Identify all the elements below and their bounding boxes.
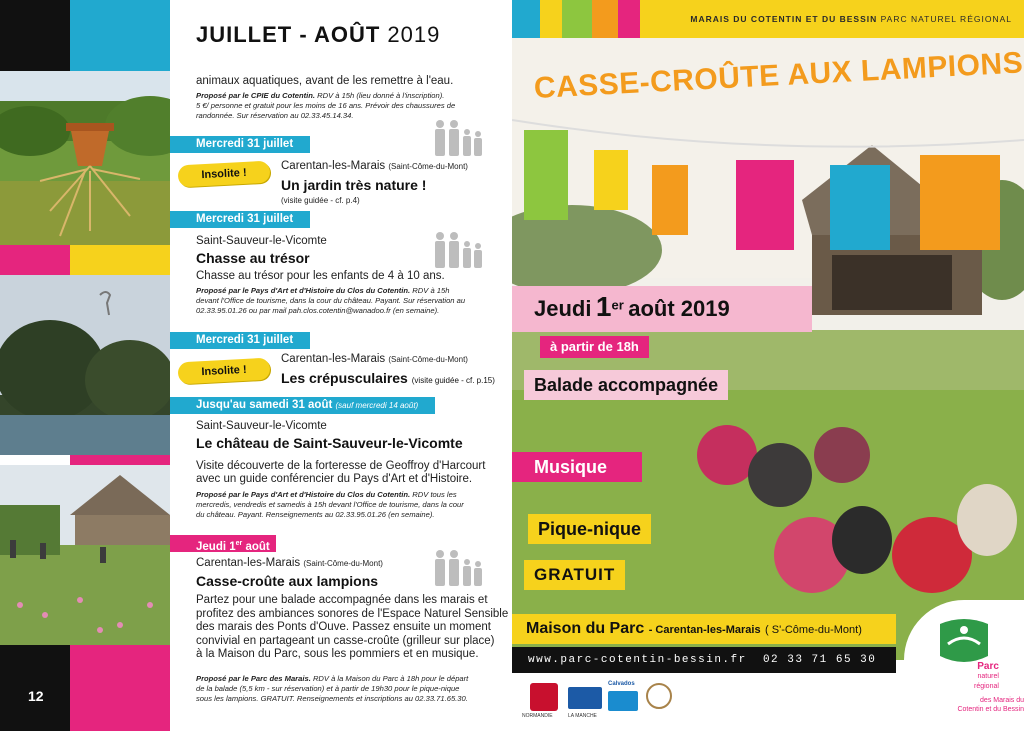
insolite-badge: Insolite ! — [177, 358, 270, 385]
event-place: Carentan-les-Marais (Saint-Côme-du-Mont) — [281, 160, 468, 172]
footer-logos — [512, 673, 896, 731]
insolite-badge: Insolite ! — [177, 161, 270, 188]
cpie-logo — [646, 683, 672, 709]
event-date: Jeudi 1er août — [170, 535, 276, 552]
manche-logo-text: LA MANCHE — [568, 713, 597, 719]
event-title-note: (visite guidée - cf. p.4) — [281, 196, 360, 205]
event-date: Mercredi 31 juillet — [170, 211, 310, 228]
calvados-logo-text: Calvados — [608, 681, 635, 687]
parc-bird-logo — [936, 614, 992, 666]
top-pink-bar — [618, 0, 640, 38]
top-orange-bar — [592, 0, 618, 38]
event-note: Proposé par le Parc des Marais. RDV à la Maison du Parc à 18h pour le départ de la balade (5,5 km - sur réservation) et à partir de 19h30 pour le pique-nique sous les lampions. GRATUIT. Renseignements et inscriptions au 02.33.71.65.30. — [196, 674, 469, 703]
event-title: Chasse au trésor — [196, 250, 310, 266]
page-title: JUILLET - AOÛT 2019 — [196, 22, 441, 47]
venue-bar: Maison du Parc - Carentan-les-Marais ( S'-Côme-du-Mont) — [512, 614, 896, 644]
park-header: MARAIS DU COTENTIN ET DU BESSIN PARC NATUREL RÉGIONAL — [640, 0, 1024, 38]
event-date: Mercredi 31 juillet — [170, 136, 310, 153]
top-green-bar — [562, 0, 592, 38]
event-place: Saint-Sauveur-le-Vicomte — [196, 235, 327, 247]
event-title: Les crépusculaires (visite guidée - cf. p.15) — [281, 370, 495, 386]
top-blue-bar — [512, 0, 540, 38]
event-title: Un jardin très nature ! — [281, 177, 427, 193]
date-box: Jeudi 1er août 2019 — [512, 286, 812, 332]
continued-note: Proposé par le CPIE du Cotentin. RDV à 15h (lieu donné à l'inscription). 5 €/ personne et gratuit pour les moins de 16 ans. Prévoir des chaussures de randonnée. Sur réservation au 02.33.45.14.34. — [196, 91, 456, 120]
right-page-poster — [512, 0, 1024, 731]
photo-garden — [0, 71, 170, 245]
event-title: Casse-croûte aux lampions — [196, 573, 379, 589]
event-place: Carentan-les-Marais (Saint-Côme-du-Mont) — [281, 353, 468, 365]
event-date: Mercredi 31 juillet — [170, 332, 310, 349]
pink-strip — [70, 455, 170, 465]
page-number: 12 — [28, 688, 44, 704]
pink-footer-block — [70, 645, 170, 731]
parc-logo-text: Parc naturel régional — [974, 661, 999, 690]
parc-logo-block — [904, 600, 1024, 731]
event-date: Jusqu'au samedi 31 août (sauf mercredi 14 août) — [170, 397, 435, 414]
poster-title: CASSE-CROÛTE AUX LAMPIONS — [533, 46, 1024, 105]
pink-block — [0, 245, 70, 275]
continued-text: animaux aquatiques, avant de les remettre à l'eau. — [196, 75, 454, 87]
manche-logo — [568, 687, 602, 709]
phone-number: 02 33 71 65 30 — [762, 654, 877, 666]
blue-block — [70, 0, 170, 71]
normandie-logo — [530, 683, 558, 711]
photo-maison-du-parc — [0, 465, 170, 645]
event-description: Visite découverte de la forteresse de Geoffroy d'Harcourt avec un guide conférencier du Pays d'Art et d'Histoire. — [196, 460, 486, 485]
event-note: Proposé par le Pays d'Art et d'Histoire du Clos du Cotentin. RDV à 15h devant l'Office de tourisme, dans la cour du château. Payant. Sur réservation au 02.33.95.01.26 ou par mail pah.clos.cotentin@wanadoo.fr (en semaine). — [196, 286, 466, 315]
parc-logo-name: des Marais du Cotentin et du Bessin — [957, 697, 1024, 713]
event-description: Partez pour une balade accompagnée dans les marais et profitez des ambiances sonores de l'Espace Naturel Sensible des marais des Ponts d'Ouve. Passez ensuite un moment convivial en partageant un casse-croûte (grilleur sur place) à la Maison du Parc, sous les pommiers et en musique. — [196, 594, 509, 660]
tag-pique-nique: Pique-nique — [528, 514, 651, 544]
tag-musique: Musique — [512, 452, 642, 482]
family-icon — [432, 118, 484, 158]
tag-gratuit: GRATUIT — [524, 560, 625, 590]
normandie-logo-text: NORMANDIE — [522, 713, 553, 719]
time-label: à partir de 18h — [540, 336, 649, 358]
event-place: Saint-Sauveur-le-Vicomte — [196, 420, 327, 432]
family-icon — [432, 548, 484, 588]
family-icon — [432, 230, 484, 270]
website-bar — [512, 647, 896, 673]
event-note: Proposé par le Pays d'Art et d'Histoire du Clos du Cotentin. RDV tous les mercredis, vendredis et samedis à 15h devant l'Office de tourisme, dans la cour du château. Payant. Renseignements au 02.33.95.01.26 (en semaine). — [196, 490, 464, 519]
event-title: Le château de Saint-Sauveur-le-Vicomte — [196, 435, 463, 451]
event-place: Carentan-les-Marais (Saint-Côme-du-Mont) — [196, 557, 383, 569]
event-description: Chasse au trésor pour les enfants de 4 à 10 ans. — [196, 270, 445, 282]
yellow-block — [70, 245, 170, 275]
calvados-logo — [608, 691, 638, 711]
black-block — [0, 0, 70, 71]
photo-heron-trees — [0, 275, 170, 455]
website-link[interactable]: www.parc-cotentin-bessin.fr — [528, 654, 747, 666]
tag-balade: Balade accompagnée — [524, 370, 728, 400]
top-yellow-bar — [540, 0, 562, 38]
